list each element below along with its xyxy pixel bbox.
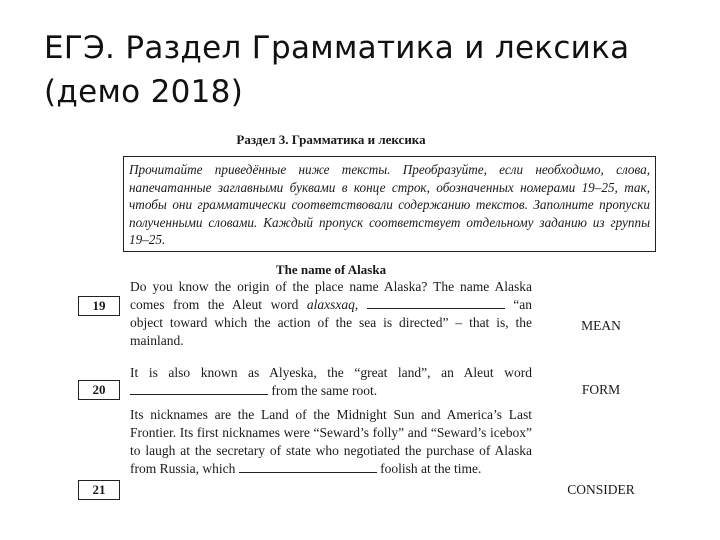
instructions-box: Прочитайте приведённые ниже тексты. Преобразуйте, если необходимо, слова, напечатанные заглавными буквами в конце строк, обозначенных номерами 19–25, так, чтобы они грамматически соответствовали содержанию текстов. Заполните пропуски полученными словами. Каждый пропуск соответствует отдельному заданию из группы 19–25. xyxy=(123,156,656,252)
task-19-aleut-word: alaxsxaq xyxy=(306,297,355,312)
task-21-text-before: Its nicknames are the Land of the Midnight Sun and America’s Last Frontier. Its first nicknames were “Seward’s folly” and “Seward’s icebox” to laugh at the secretary of state who negotiated the purchase of Alaska from Russia, which xyxy=(130,407,532,476)
task-number-21: 21 xyxy=(78,480,120,500)
slide-title-line-1: ЕГЭ. Раздел Грамматика и лексика xyxy=(44,30,630,66)
task-paragraph-20 xyxy=(130,364,532,400)
slide-title xyxy=(44,26,694,114)
task-19-comma: , xyxy=(354,297,359,312)
key-word-21: CONSIDER xyxy=(567,482,635,497)
answer-gap-20 xyxy=(130,383,268,395)
task-20-text-before: It is also known as Alyeska, the “great land”, an Aleut word xyxy=(130,365,532,380)
task-paragraph-21 xyxy=(130,406,532,478)
task-20-text-after: from the same root. xyxy=(268,383,378,398)
task-number-19: 19 xyxy=(78,296,120,316)
task-number-20: 20 xyxy=(78,380,120,400)
key-word-19: MEAN xyxy=(581,318,621,333)
task-paragraph-19 xyxy=(130,278,532,350)
text-title: The name of Alaska xyxy=(275,262,387,277)
exam-page-scan xyxy=(76,128,666,518)
task-19-text-before: Do you know the origin of the place name Alaska? The name Alaska comes from the Aleut word xyxy=(130,279,532,312)
task-19-text-after: “an object toward which the action of the sea is directed” – that is, the mainland. xyxy=(130,297,533,348)
section-heading: Раздел 3. Грамматика и лексика xyxy=(236,132,426,147)
answer-gap-19 xyxy=(367,297,505,309)
task-21-text-after: foolish at the time. xyxy=(376,461,482,476)
answer-gap-21 xyxy=(239,461,377,473)
key-word-20: FORM xyxy=(581,382,621,397)
slide-title-line-2: (демо 2018) xyxy=(44,74,244,110)
